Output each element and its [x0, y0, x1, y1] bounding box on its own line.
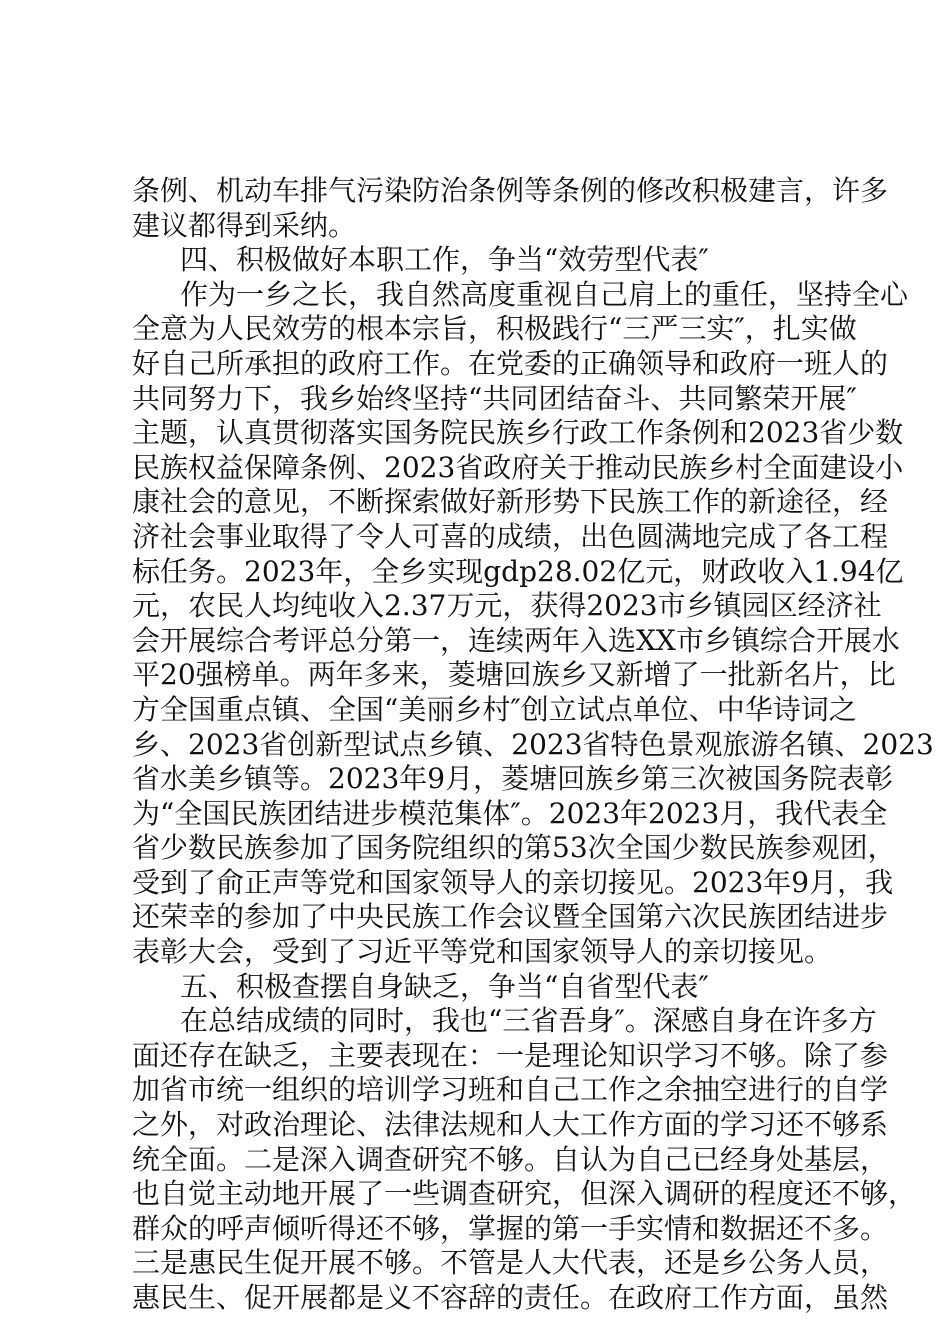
- text-line: 共同努力下，我乡始终坚持“共同团结奋斗、共同繁荣开展″: [132, 381, 857, 415]
- text-line: 主题，认真贯彻落实国务院民族乡行政工作条例和2023省少数: [132, 416, 904, 450]
- text-line: 也自觉主动地开展了一些调查研究，但深入调研的程度还不够，: [132, 1177, 917, 1211]
- text-line: 面还存在缺乏，主要表现在：一是理论知识学习不够。除了参: [132, 1038, 889, 1072]
- text-line: 元，农民人均纯收入2.37万元，获得2023市乡镇园区经济社: [132, 589, 882, 623]
- text-line: 在总结成绩的同时，我也“三省吾身″。深感自身在许多方: [180, 1004, 877, 1038]
- text-line: 康社会的意见，不断探索做好新形势下民族工作的新途径，经: [132, 485, 889, 519]
- text-line: 还荣幸的参加了中央民族工作会议暨全国第六次民族团结进步: [132, 900, 889, 934]
- text-line: 五、积极查摆自身缺乏，争当“自省型代表″: [180, 969, 709, 1003]
- text-line: 群众的呼声倾听得还不够，掌握的第一手实情和数据还不多。: [132, 1211, 889, 1245]
- document-body: [132, 174, 934, 1316]
- text-line: 之外，对政治理论、法律法规和人大工作方面的学习还不够系: [132, 1108, 889, 1142]
- text-line: 三是惠民生促开展不够。不管是人大代表，还是乡公务人员，: [132, 1246, 889, 1280]
- text-line: 加省市统一组织的培训学习班和自己工作之余抽空进行的自学: [132, 1073, 889, 1107]
- text-line: 条例、机动车排气污染防治条例等条例的修改积极建言，许多: [132, 174, 889, 207]
- text-line: 方全国重点镇、全国“美丽乡村″创立试点单位、中华诗词之: [132, 692, 857, 726]
- text-line: 受到了俞正声等党和国家领导人的亲切接见。2023年9月，我: [132, 865, 894, 899]
- text-line: 全意为人民效劳的根本宗旨，积极践行“三严三实″，扎实做: [132, 312, 857, 346]
- text-line: 省少数民族参加了国务院组织的第53次全国少数民族参观团，: [132, 831, 896, 865]
- text-line: 济社会事业取得了令人可喜的成绩，出色圆满地完成了各工程: [132, 519, 889, 553]
- text-line: 四、积极做好本职工作，争当“效劳型代表″: [180, 243, 709, 277]
- text-line: 乡、2023省创新型试点乡镇、2023省特色景观旅游名镇、2023: [132, 727, 934, 761]
- text-line: 会开展综合考评总分第一，连续两年入选XX市乡镇综合开展水: [132, 623, 900, 657]
- text-line: 作为一乡之长，我自然高度重视自己肩上的重任，坚持全心: [180, 277, 909, 311]
- text-line: 表彰大会，受到了习近平等党和国家领导人的亲切接见。: [132, 935, 833, 969]
- text-line: 惠民生、促开展都是义不容辞的责任。在政府工作方面，虽然: [132, 1281, 889, 1314]
- text-line: 为“全国民族团结进步模范集体″。2023年2023月，我代表全: [132, 796, 888, 830]
- text-line: 省水美乡镇等。2023年9月，菱塘回族乡第三次被国务院表彰: [132, 762, 894, 796]
- text-line: 标任务。2023年，全乡实现gdp28.02亿元，财政收入1.94亿: [132, 554, 904, 588]
- text-line: 好自己所承担的政府工作。在党委的正确领导和政府一班人的: [132, 346, 889, 380]
- text-line: 统全面。二是深入调查研究不够。自认为自己已经身处基层，: [132, 1142, 889, 1176]
- text-line: 建议都得到采纳。: [132, 208, 357, 242]
- text-line: 平20强榜单。两年多来，菱塘回族乡又新增了一批新名片，比: [132, 658, 896, 692]
- text-line: 民族权益保障条例、2023省政府关于推动民族乡村全面建设小: [132, 450, 904, 484]
